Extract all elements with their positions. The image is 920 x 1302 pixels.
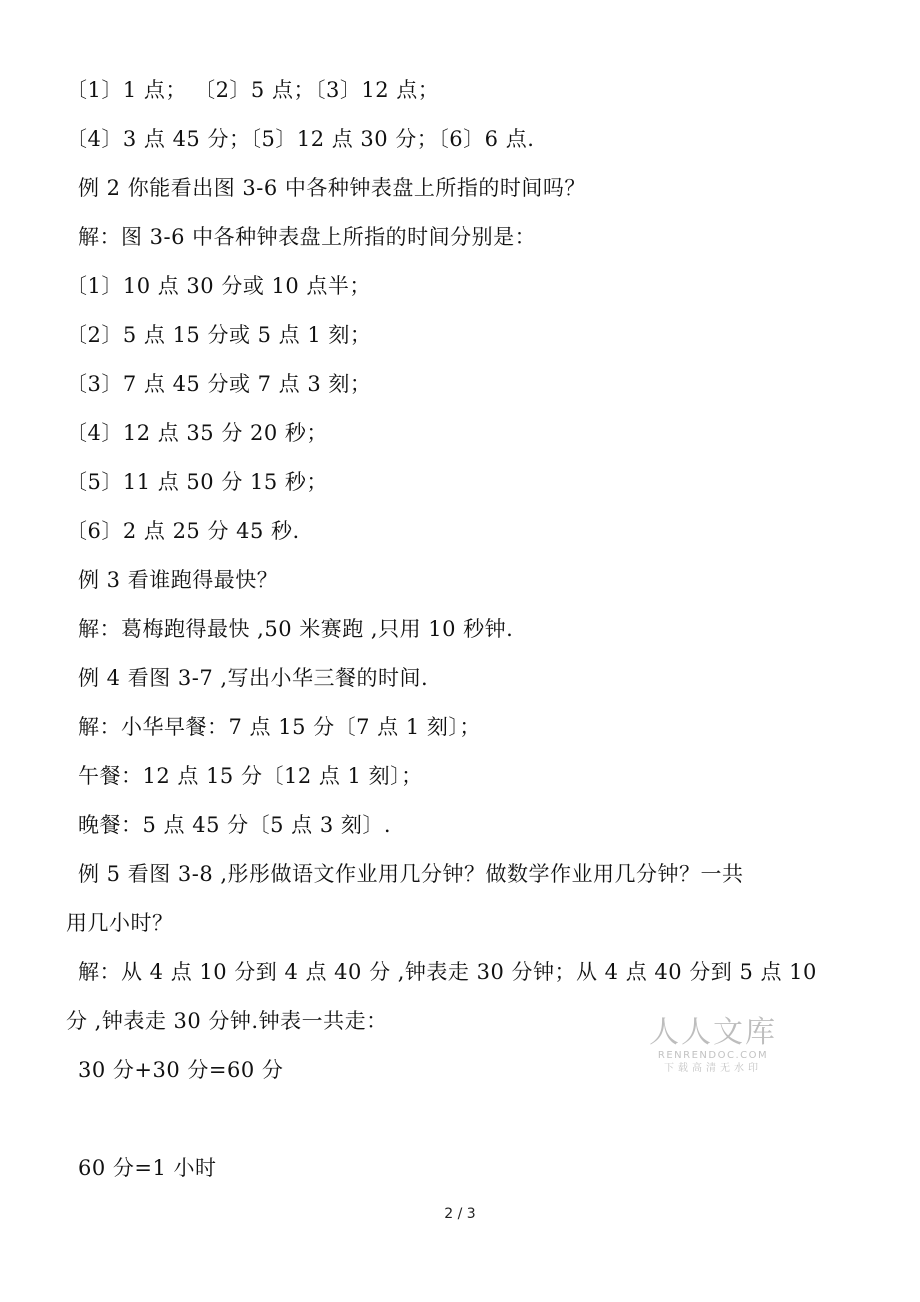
calc-line-1: 30 分+30 分=60 分 — [78, 1058, 284, 1082]
page-number: 2 / 3 — [444, 1206, 476, 1222]
calc-line-2: 60 分=1 小时 — [78, 1156, 217, 1180]
answer-item-1: 〔1〕10 点 30 分或 10 点半； — [66, 274, 371, 298]
example-4-answer-lunch: 午餐：12 点 15 分〔12 点 1 刻〕； — [78, 764, 423, 788]
text-line-2: 〔4〕3 点 45 分；〔5〕12 点 30 分；〔6〕6 点. — [66, 127, 535, 151]
example-4-answer-breakfast: 解：小华早餐：7 点 15 分〔7 点 1 刻〕； — [78, 715, 481, 739]
example-2-answer-intro: 解：图 3-6 中各种钟表盘上所指的时间分别是： — [78, 225, 537, 249]
example-5-answer: 解：从 4 点 10 分到 4 点 40 分 ,钟表走 30 分钟；从 4 点 40 分到 5 点 10 — [78, 960, 817, 984]
example-3-answer: 解：葛梅跑得最快 ,50 米赛跑 ,只用 10 秒钟. — [78, 617, 514, 641]
watermark-domain: RENRENDOC.COM — [657, 1050, 769, 1061]
answer-item-2: 〔2〕5 点 15 分或 5 点 1 刻； — [66, 323, 372, 347]
answer-item-6: 〔6〕2 点 25 分 45 秒. — [66, 519, 300, 543]
example-5-answer-cont: 分 ,钟表走 30 分钟.钟表一共走： — [66, 1009, 388, 1033]
example-4-answer-dinner: 晚餐：5 点 45 分〔5 点 3 刻〕. — [78, 813, 392, 837]
answer-item-4: 〔4〕12 点 35 分 20 秒； — [66, 421, 328, 445]
example-2-question: 例 2 你能看出图 3-6 中各种钟表盘上所指的时间吗？ — [78, 176, 586, 200]
answer-item-5: 〔5〕11 点 50 分 15 秒； — [66, 470, 328, 494]
text-line-1: 〔1〕1 点； 〔2〕5 点；〔3〕12 点； — [66, 78, 440, 102]
answer-item-3: 〔3〕7 点 45 分或 7 点 3 刻； — [66, 372, 372, 396]
watermark-logo — [648, 1016, 778, 1076]
watermark-tagline: 下载高清无水印 — [664, 1063, 762, 1074]
example-5-question: 例 5 看图 3-8 ,彤彤做语文作业用几分钟？做数学作业用几分钟？一共 — [78, 862, 744, 886]
example-3-question: 例 3 看谁跑得最快？ — [78, 568, 279, 592]
example-4-question: 例 4 看图 3-7 ,写出小华三餐的时间. — [78, 666, 429, 690]
example-5-question-cont: 用几小时？ — [66, 911, 174, 935]
watermark-title: 人人文库 — [649, 1015, 777, 1050]
